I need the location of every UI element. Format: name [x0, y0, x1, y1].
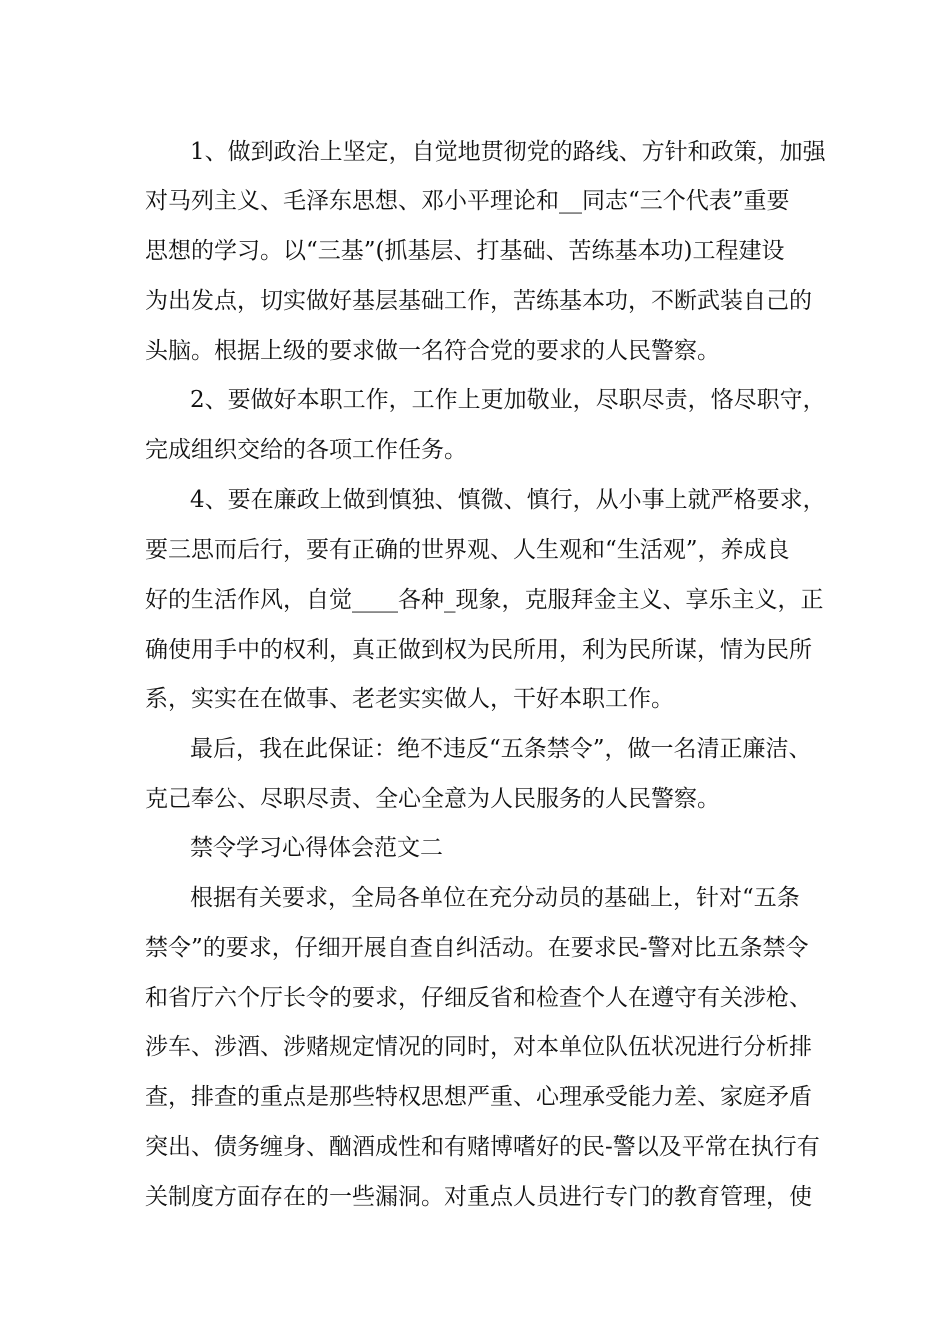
paragraph-1-line-4: 为出发点，切实做好基层基础工作，苦练基本功，不断武装自己的: [145, 288, 812, 314]
paragraph-3-line-5: 系，实实在在做事、老老实实做人，干好本职工作。: [145, 686, 674, 712]
paragraph-5-line-5: 查，排查的重点是那些特权思想严重、心理承受能力差、家庭矛盾: [145, 1084, 812, 1110]
paragraph-5-line-3: 和省厅六个厅长令的要求，仔细反省和检查个人在遵守有关涉枪、: [145, 985, 812, 1011]
paragraph-1-line-1: 1、做到政治上坚定，自觉地贯彻党的路线、方针和政策，加强: [190, 139, 826, 165]
paragraph-5-line-2: 禁令”的要求，仔细开展自查自纠活动。在要求民-警对比五条禁令: [145, 935, 809, 961]
paragraph-1-line-3: 思想的学习。以“三基”(抓基层、打基础、苦练基本功)工程建设: [145, 238, 785, 264]
paragraph-3-line-3: 好的生活作风，自觉____各种_现象，克服拜金主义、享乐主义，正: [145, 587, 824, 613]
paragraph-1-line-5: 头脑。根据上级的要求做一名符合党的要求的人民警察。: [145, 338, 720, 364]
paragraph-5-line-1: 根据有关要求，全局各单位在充分动员的基础上，针对“五条: [190, 885, 800, 911]
paragraph-3-line-4: 确使用手中的权利，真正做到权为民所用，利为民所谋，情为民所: [145, 637, 812, 663]
paragraph-3-line-2: 要三思而后行，要有正确的世界观、人生观和“生活观”，养成良: [145, 537, 790, 563]
paragraph-2-line-1: 2、要做好本职工作，工作上更加敬业，尽职尽责，恪尽职守，: [190, 387, 826, 413]
section-heading: 禁令学习心得体会范文二: [190, 835, 443, 861]
paragraph-1-line-2: 对马列主义、毛泽东思想、邓小平理论和__同志“三个代表”重要: [145, 188, 790, 214]
paragraph-4-line-1: 最后，我在此保证：绝不违反“五条禁令”，做一名清正廉洁、: [190, 736, 812, 762]
paragraph-5-line-4: 涉车、涉酒、涉赌规定情况的同时，对本单位队伍状况进行分析排: [145, 1034, 812, 1060]
paragraph-4-line-2: 克己奉公、尽职尽责、全心全意为人民服务的人民警察。: [145, 786, 720, 812]
paragraph-5-line-7: 关制度方面存在的一些漏洞。对重点人员进行专门的教育管理，使: [145, 1184, 812, 1210]
paragraph-3-line-1: 4、要在廉政上做到慎独、慎微、慎行，从小事上就严格要求，: [190, 487, 826, 513]
paragraph-5-line-6: 突出、债务缠身、酗酒成性和有赌博嗜好的民-警以及平常在执行有: [145, 1134, 820, 1160]
paragraph-2-line-2: 完成组织交给的各项工作任务。: [145, 437, 467, 463]
